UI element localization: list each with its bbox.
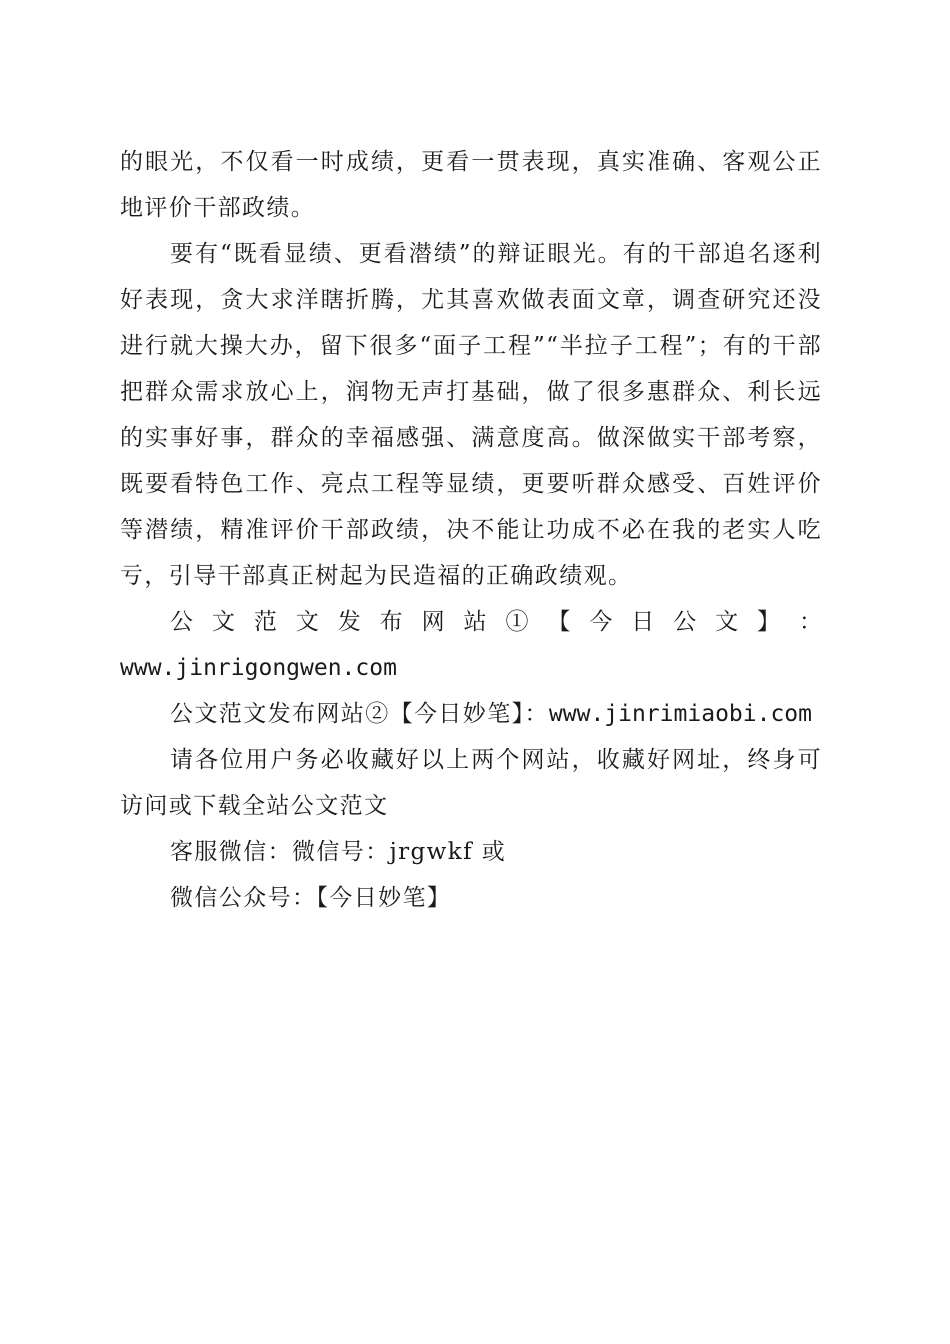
site1-label: 公 文 范 文 发 布 网 站 ① 【 今 日 公 文 】 ：	[170, 609, 822, 635]
body-paragraph: 要有“既看显绩、更看潜绩”的辩证眼光。有的干部追名逐利好表现，贪大求洋瞎折腾，尤其喜欢做表面文章，调查研究还没进行就大操大办，留下很多“面子工程”“半拉子工程”；有的干部把群众需求放心上，润物无声打基础，做了很多惠群众、利长远的实事好事，群众的幸福感强、满意度高。做深做实干部考察，既要看特色工作、亮点工程等显绩，更要听群众感受、百姓评价等潜绩，精准评价干部政绩，决不能让功成不必在我的老实人吃亏，引导干部真正树起为民造福的正确政绩观。	[120, 241, 822, 589]
body-paragraph: 的眼光，不仅看一时成绩，更看一贯表现，真实准确、客观公正地评价干部政绩。	[120, 149, 822, 221]
site2-label: 公文范文发布网站②【今日妙笔】：	[170, 701, 549, 727]
official-account: 微信公众号：【今日妙笔】	[170, 885, 452, 911]
site1-url[interactable]: www.jinrigongwen.com	[120, 655, 397, 681]
service-wechat: 客服微信：微信号：jrgwkf 或	[170, 839, 507, 865]
site2-line	[120, 691, 822, 737]
bookmark-notice: 请各位用户务必收藏好以上两个网站，收藏好网址，终身可访问或下载全站公文范文	[120, 747, 822, 819]
document-body	[120, 139, 822, 921]
site2-url[interactable]: www.jinrimiaobi.com	[548, 701, 813, 727]
